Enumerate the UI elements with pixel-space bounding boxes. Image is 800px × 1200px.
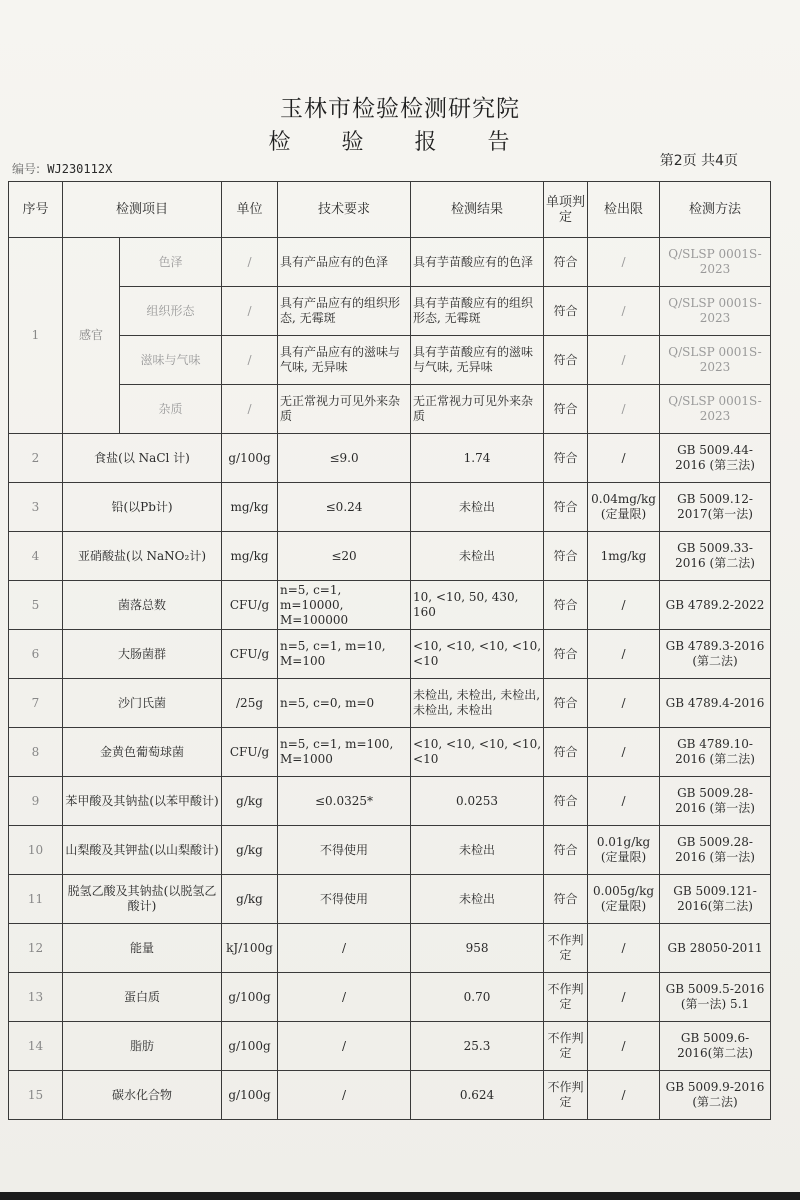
cell-requirement: 具有产品应有的滋味与气味, 无异味 bbox=[278, 336, 411, 385]
cell-method: Q/SLSP 0001S-2023 bbox=[660, 385, 771, 434]
cell-limit: 0.04mg/kg (定量限) bbox=[588, 483, 660, 532]
cell-unit: /25g bbox=[222, 679, 278, 728]
cell-subitem: 滋味与气味 bbox=[120, 336, 222, 385]
cell-limit: 1mg/kg bbox=[588, 532, 660, 581]
cell-item: 蛋白质 bbox=[63, 973, 222, 1022]
cell-limit: 0.005g/kg (定量限) bbox=[588, 875, 660, 924]
cell-requirement: / bbox=[278, 1022, 411, 1071]
cell-unit: CFU/g bbox=[222, 581, 278, 630]
cell-no: 2 bbox=[9, 434, 63, 483]
cell-method: GB 5009.28-2016 (第一法) bbox=[660, 777, 771, 826]
cell-no: 8 bbox=[9, 728, 63, 777]
cell-requirement: 具有产品应有的组织形态, 无霉斑 bbox=[278, 287, 411, 336]
cell-method: GB 4789.2-2022 bbox=[660, 581, 771, 630]
cell-limit: / bbox=[588, 777, 660, 826]
cell-result: 具有芋苗酸应有的色泽 bbox=[411, 238, 544, 287]
cell-unit: CFU/g bbox=[222, 728, 278, 777]
cell-no: 5 bbox=[9, 581, 63, 630]
table-row bbox=[9, 875, 771, 924]
cell-subitem: 组织形态 bbox=[120, 287, 222, 336]
cell-method: GB 5009.44-2016 (第三法) bbox=[660, 434, 771, 483]
cell-unit: g/100g bbox=[222, 973, 278, 1022]
cell-judgement: 符合 bbox=[544, 287, 588, 336]
cell-judgement: 符合 bbox=[544, 777, 588, 826]
cell-judgement: 符合 bbox=[544, 336, 588, 385]
cell-limit: / bbox=[588, 630, 660, 679]
cell-result: 未检出 bbox=[411, 532, 544, 581]
cell-judgement: 符合 bbox=[544, 630, 588, 679]
cell-method: GB 5009.9-2016 (第二法) bbox=[660, 1071, 771, 1120]
cell-item: 沙门氏菌 bbox=[63, 679, 222, 728]
cell-judgement: 符合 bbox=[544, 238, 588, 287]
report-title: 检 验 报 告 bbox=[268, 130, 532, 155]
cell-result: 0.70 bbox=[411, 973, 544, 1022]
report-number bbox=[12, 160, 112, 177]
cell-unit: / bbox=[222, 287, 278, 336]
cell-limit: / bbox=[588, 434, 660, 483]
header-item: 检测项目 bbox=[63, 182, 222, 238]
cell-limit: / bbox=[588, 1071, 660, 1120]
cell-requirement: ≤0.0325* bbox=[278, 777, 411, 826]
table-row bbox=[9, 777, 771, 826]
cell-result: 958 bbox=[411, 924, 544, 973]
table-row bbox=[9, 924, 771, 973]
institute-title: 玉林市检验检测研究院 bbox=[280, 96, 520, 122]
table-row bbox=[9, 434, 771, 483]
table-row bbox=[9, 238, 771, 287]
cell-result: 具有芋苗酸应有的滋味与气味, 无异味 bbox=[411, 336, 544, 385]
cell-method: Q/SLSP 0001S-2023 bbox=[660, 336, 771, 385]
cell-requirement: / bbox=[278, 973, 411, 1022]
cell-result: <10, <10, <10, <10, <10 bbox=[411, 630, 544, 679]
cell-limit: / bbox=[588, 287, 660, 336]
cell-item: 亚硝酸盐(以 NaNO₂计) bbox=[63, 532, 222, 581]
cell-requirement: n=5, c=1, m=10, M=100 bbox=[278, 630, 411, 679]
header-unit: 单位 bbox=[222, 182, 278, 238]
cell-result: <10, <10, <10, <10, <10 bbox=[411, 728, 544, 777]
cell-result: 无正常视力可见外来杂质 bbox=[411, 385, 544, 434]
cell-limit: / bbox=[588, 924, 660, 973]
cell-unit: g/kg bbox=[222, 875, 278, 924]
cell-requirement: 无正常视力可见外来杂质 bbox=[278, 385, 411, 434]
header-requirement: 技术要求 bbox=[278, 182, 411, 238]
cell-requirement: / bbox=[278, 1071, 411, 1120]
cell-no: 13 bbox=[9, 973, 63, 1022]
cell-method: Q/SLSP 0001S-2023 bbox=[660, 238, 771, 287]
header-result: 检测结果 bbox=[411, 182, 544, 238]
cell-result: 未检出 bbox=[411, 826, 544, 875]
cell-unit: g/100g bbox=[222, 1071, 278, 1120]
table-row bbox=[9, 532, 771, 581]
cell-requirement: 不得使用 bbox=[278, 875, 411, 924]
report-number-label: 编号: bbox=[12, 162, 41, 176]
table-row bbox=[9, 287, 771, 336]
cell-group-name: 感官 bbox=[63, 238, 120, 434]
report-number-value: WJ230112X bbox=[47, 162, 113, 176]
cell-limit: / bbox=[588, 679, 660, 728]
cell-result: 未检出 bbox=[411, 483, 544, 532]
cell-unit: kJ/100g bbox=[222, 924, 278, 973]
cell-method: GB 5009.6-2016(第二法) bbox=[660, 1022, 771, 1071]
cell-no: 11 bbox=[9, 875, 63, 924]
cell-limit: / bbox=[588, 238, 660, 287]
cell-no: 4 bbox=[9, 532, 63, 581]
header-method: 检测方法 bbox=[660, 182, 771, 238]
cell-no: 12 bbox=[9, 924, 63, 973]
cell-result: 10, <10, 50, 430, 160 bbox=[411, 581, 544, 630]
table-row bbox=[9, 728, 771, 777]
cell-method: GB 5009.28-2016 (第一法) bbox=[660, 826, 771, 875]
cell-unit: / bbox=[222, 385, 278, 434]
cell-item: 金黄色葡萄球菌 bbox=[63, 728, 222, 777]
cell-no: 10 bbox=[9, 826, 63, 875]
cell-result: 未检出, 未检出, 未检出, 未检出, 未检出 bbox=[411, 679, 544, 728]
cell-subitem: 杂质 bbox=[120, 385, 222, 434]
cell-unit: mg/kg bbox=[222, 532, 278, 581]
cell-requirement: ≤20 bbox=[278, 532, 411, 581]
cell-judgement: 符合 bbox=[544, 483, 588, 532]
cell-requirement: ≤9.0 bbox=[278, 434, 411, 483]
cell-limit: / bbox=[588, 973, 660, 1022]
cell-result: 0.624 bbox=[411, 1071, 544, 1120]
cell-requirement: 具有产品应有的色泽 bbox=[278, 238, 411, 287]
cell-method: GB 4789.10-2016 (第二法) bbox=[660, 728, 771, 777]
cell-requirement: n=5, c=1, m=10000, M=100000 bbox=[278, 581, 411, 630]
results-table bbox=[8, 181, 771, 1120]
cell-method: GB 5009.121-2016(第二法) bbox=[660, 875, 771, 924]
table-row bbox=[9, 385, 771, 434]
cell-judgement: 不作判定 bbox=[544, 973, 588, 1022]
header-no: 序号 bbox=[9, 182, 63, 238]
cell-judgement: 符合 bbox=[544, 679, 588, 728]
cell-result: 1.74 bbox=[411, 434, 544, 483]
cell-no: 9 bbox=[9, 777, 63, 826]
table-row bbox=[9, 826, 771, 875]
cell-unit: mg/kg bbox=[222, 483, 278, 532]
cell-item: 脱氢乙酸及其钠盐(以脱氢乙酸计) bbox=[63, 875, 222, 924]
cell-method: GB 5009.5-2016 (第一法) 5.1 bbox=[660, 973, 771, 1022]
cell-unit: / bbox=[222, 336, 278, 385]
scan-edge bbox=[0, 1192, 800, 1200]
cell-result: 未检出 bbox=[411, 875, 544, 924]
cell-item: 大肠菌群 bbox=[63, 630, 222, 679]
cell-no: 1 bbox=[9, 238, 63, 434]
cell-no: 6 bbox=[9, 630, 63, 679]
table-row bbox=[9, 973, 771, 1022]
cell-method: GB 4789.3-2016 (第二法) bbox=[660, 630, 771, 679]
cell-unit: / bbox=[222, 238, 278, 287]
cell-result: 25.3 bbox=[411, 1022, 544, 1071]
cell-requirement: n=5, c=1, m=100, M=1000 bbox=[278, 728, 411, 777]
table-row bbox=[9, 1071, 771, 1120]
cell-result: 具有芋苗酸应有的组织形态, 无霉斑 bbox=[411, 287, 544, 336]
cell-item: 铅(以Pb计) bbox=[63, 483, 222, 532]
cell-judgement: 不作判定 bbox=[544, 1071, 588, 1120]
cell-judgement: 符合 bbox=[544, 532, 588, 581]
cell-item: 碳水化合物 bbox=[63, 1071, 222, 1120]
cell-no: 3 bbox=[9, 483, 63, 532]
cell-requirement: 不得使用 bbox=[278, 826, 411, 875]
cell-limit: / bbox=[588, 581, 660, 630]
cell-unit: g/100g bbox=[222, 1022, 278, 1071]
cell-limit: / bbox=[588, 728, 660, 777]
cell-judgement: 不作判定 bbox=[544, 924, 588, 973]
table-row bbox=[9, 336, 771, 385]
cell-limit: / bbox=[588, 385, 660, 434]
table-row bbox=[9, 679, 771, 728]
cell-limit: / bbox=[588, 1022, 660, 1071]
cell-requirement: n=5, c=0, m=0 bbox=[278, 679, 411, 728]
cell-unit: CFU/g bbox=[222, 630, 278, 679]
cell-no: 15 bbox=[9, 1071, 63, 1120]
cell-judgement: 符合 bbox=[544, 826, 588, 875]
cell-requirement: / bbox=[278, 924, 411, 973]
cell-judgement: 符合 bbox=[544, 385, 588, 434]
table-header-row bbox=[9, 182, 771, 238]
cell-judgement: 符合 bbox=[544, 875, 588, 924]
cell-result: 0.0253 bbox=[411, 777, 544, 826]
cell-judgement: 符合 bbox=[544, 434, 588, 483]
table-row bbox=[9, 630, 771, 679]
cell-item: 脂肪 bbox=[63, 1022, 222, 1071]
cell-no: 7 bbox=[9, 679, 63, 728]
cell-method: GB 28050-2011 bbox=[660, 924, 771, 973]
cell-requirement: ≤0.24 bbox=[278, 483, 411, 532]
cell-item: 食盐(以 NaCl 计) bbox=[63, 434, 222, 483]
page-info: 第2页 共4页 bbox=[659, 153, 738, 169]
cell-method: GB 4789.4-2016 bbox=[660, 679, 771, 728]
cell-unit: g/100g bbox=[222, 434, 278, 483]
table-row bbox=[9, 483, 771, 532]
header-limit: 检出限 bbox=[588, 182, 660, 238]
cell-limit: 0.01g/kg (定量限) bbox=[588, 826, 660, 875]
table-row bbox=[9, 581, 771, 630]
cell-subitem: 色泽 bbox=[120, 238, 222, 287]
cell-method: GB 5009.33-2016 (第二法) bbox=[660, 532, 771, 581]
cell-item: 苯甲酸及其钠盐(以苯甲酸计) bbox=[63, 777, 222, 826]
cell-item: 山梨酸及其钾盐(以山梨酸计) bbox=[63, 826, 222, 875]
cell-judgement: 不作判定 bbox=[544, 1022, 588, 1071]
header-judgement: 单项判定 bbox=[544, 182, 588, 238]
cell-unit: g/kg bbox=[222, 777, 278, 826]
cell-method: GB 5009.12-2017(第一法) bbox=[660, 483, 771, 532]
table-row bbox=[9, 1022, 771, 1071]
cell-no: 14 bbox=[9, 1022, 63, 1071]
cell-limit: / bbox=[588, 336, 660, 385]
cell-item: 菌落总数 bbox=[63, 581, 222, 630]
cell-judgement: 符合 bbox=[544, 728, 588, 777]
cell-judgement: 符合 bbox=[544, 581, 588, 630]
cell-item: 能量 bbox=[63, 924, 222, 973]
cell-unit: g/kg bbox=[222, 826, 278, 875]
cell-method: Q/SLSP 0001S-2023 bbox=[660, 287, 771, 336]
